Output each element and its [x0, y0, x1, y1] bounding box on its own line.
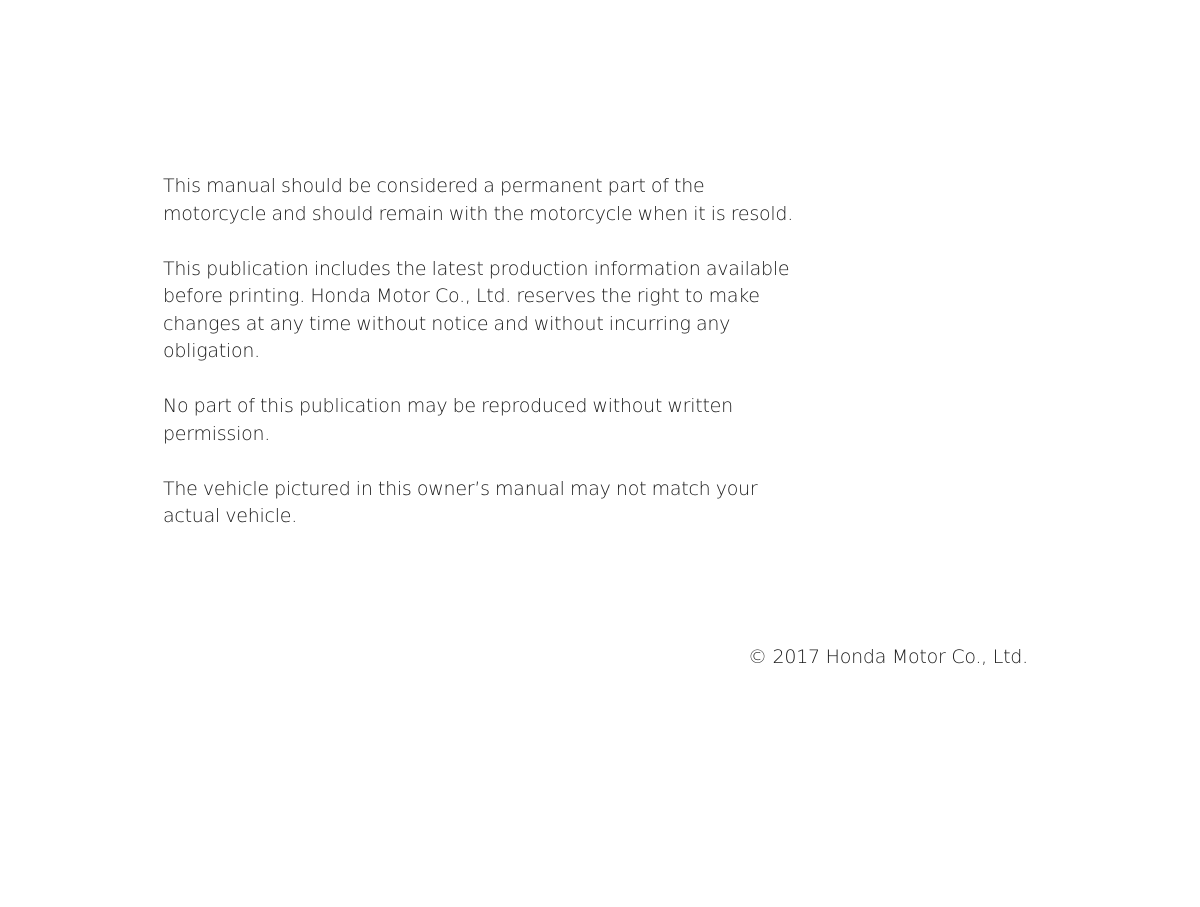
notice-line: before printing. Honda Motor Co., Ltd. reserves the right to make [163, 285, 760, 307]
notice-line: This publication includes the latest production information available [163, 257, 790, 280]
notice-line: actual vehicle. [163, 505, 298, 527]
copyright-notice: © 2017 Honda Motor Co., Ltd. [748, 646, 1028, 668]
notice-line: No part of this publication may be reproduced without written [163, 395, 733, 417]
notice-line: permission. [163, 422, 271, 445]
notice-line: obligation. [163, 340, 260, 362]
notice-vehicle-picture [163, 476, 803, 531]
notice-block [163, 173, 803, 558]
notice-line: This manual should be considered a permanent part of the [163, 175, 705, 197]
notice-production-information [163, 256, 803, 366]
notice-permanent-part [163, 173, 803, 228]
notice-line: motorcycle and should remain with the motorcycle when it is resold. [163, 202, 794, 225]
notice-reproduction [163, 393, 803, 448]
notice-line: The vehicle pictured in this owner’s manual may not match your [163, 477, 758, 500]
notice-line: changes at any time without notice and without incurring any [163, 312, 731, 335]
